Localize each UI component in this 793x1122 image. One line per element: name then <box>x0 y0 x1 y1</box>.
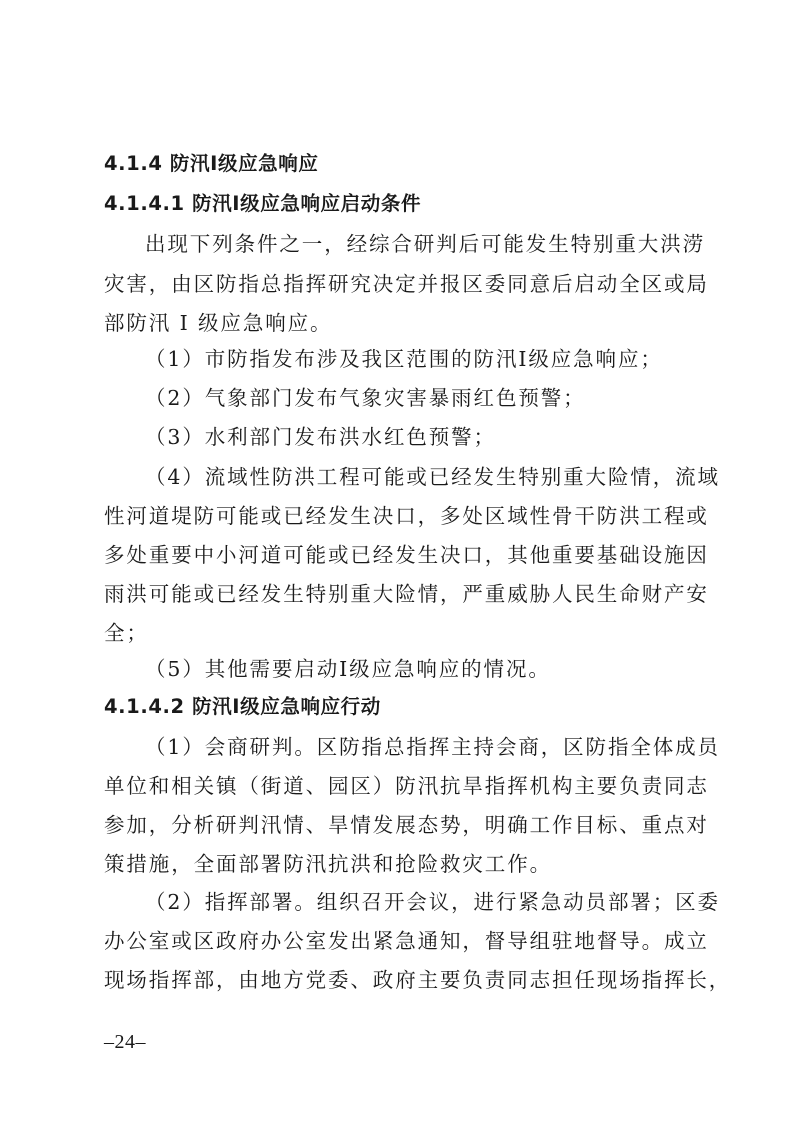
condition-item-4-line: 多处重要中小河道可能或已经发生决口，其他重要基础设施因 <box>104 543 709 567</box>
paragraph-intro-line: 部防汛 I 级应急响应。 <box>104 311 333 335</box>
action-item-2-line: 现场指挥部，由地方党委、政府主要负责同志担任现场指挥长， <box>104 968 732 992</box>
condition-item-5: （5）其他需要启动I级应急响应的情况。 <box>145 657 551 681</box>
condition-item-2: （2）气象部门发布气象灾害暴雨红色预警； <box>145 386 586 410</box>
condition-item-4-line: 全； <box>104 621 149 645</box>
condition-item-3: （3）水利部门发布洪水红色预警； <box>145 425 496 449</box>
heading-4-1-4: 4.1.4 防汛I级应急响应 <box>104 152 319 175</box>
condition-item-4-line: （4）流域性防洪工程可能或已经发生特别重大险情，流域 <box>145 465 720 489</box>
condition-item-4-line: 雨洪可能或已经发生特别重大险情，严重威胁人民生命财产安 <box>104 582 709 606</box>
action-item-1-line: 策措施，全面部署防汛抗洪和抢险救灾工作。 <box>104 852 552 876</box>
action-item-1-line: （1）会商研判。区防指总指挥主持会商，区防指全体成员 <box>145 735 720 759</box>
condition-item-4-line: 性河道堤防可能或已经发生决口，多处区域性骨干防洪工程或 <box>104 504 709 528</box>
action-item-2-line: 办公室或区政府办公室发出紧急通知，督导组驻地督导。成立 <box>104 929 709 953</box>
paragraph-intro-line: 灾害，由区防指总指挥研究决定并报区委同意后启动全区或局 <box>104 272 709 296</box>
action-item-1-line: 参加，分析研判汛情、旱情发展态势，明确工作目标、重点对 <box>104 813 709 837</box>
heading-4-1-4-1: 4.1.4.1 防汛I级应急响应启动条件 <box>104 192 422 215</box>
page-number: –24– <box>104 1031 146 1053</box>
action-item-2-line: （2）指挥部署。组织召开会议，进行紧急动员部署；区委 <box>145 890 720 914</box>
action-item-1-line: 单位和相关镇（街道、园区）防汛抗旱指挥机构主要负责同志 <box>104 774 709 798</box>
condition-item-1: （1）市防指发布涉及我区范围的防汛I级应急响应； <box>145 347 663 371</box>
paragraph-intro-line: 出现下列条件之一，经综合研判后可能发生特别重大洪涝 <box>145 232 705 256</box>
heading-4-1-4-2: 4.1.4.2 防汛I级应急响应行动 <box>104 695 381 718</box>
